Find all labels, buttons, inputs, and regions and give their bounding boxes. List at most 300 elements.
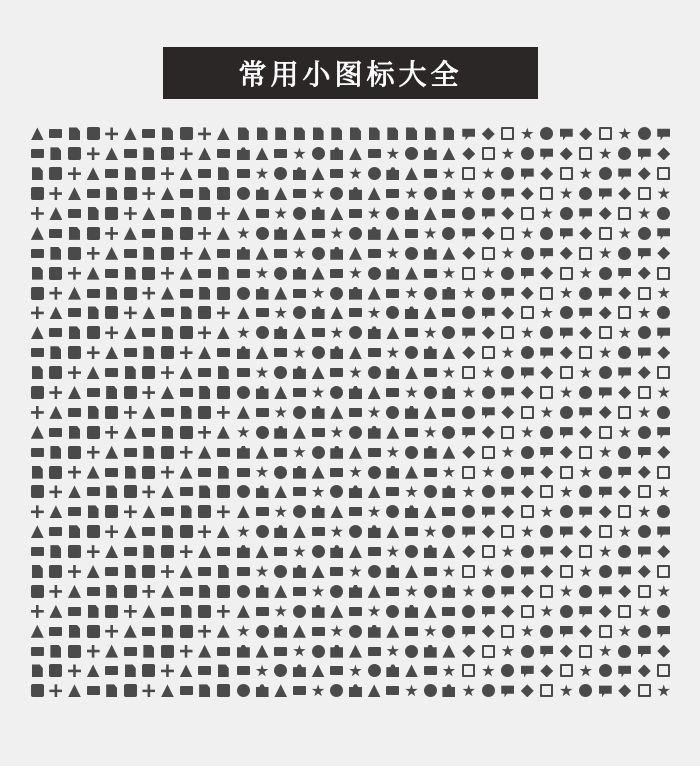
- users-icon: [256, 366, 269, 379]
- briefcase-icon: [237, 227, 250, 240]
- tv-icon: [462, 426, 475, 439]
- toilet-icon: [657, 167, 670, 180]
- car-icon: [330, 645, 343, 658]
- file-icon: [349, 209, 362, 218]
- laptop-icon: [68, 684, 81, 697]
- lock-icon: [49, 605, 62, 618]
- plane-icon: [312, 287, 325, 300]
- warning-icon: [105, 545, 118, 558]
- key-icon: [312, 684, 325, 697]
- equalizer-icon: [442, 446, 455, 459]
- user-icon: [237, 545, 250, 558]
- lock-icon: [124, 207, 137, 220]
- location-pin-icon: [386, 366, 399, 379]
- monitor-icon: [49, 527, 62, 536]
- folder-icon: [368, 565, 381, 578]
- warning-icon: [180, 147, 193, 160]
- cake-icon: [274, 525, 287, 538]
- download-icon: [349, 167, 362, 180]
- archive-icon: [274, 448, 287, 457]
- file-icon: [349, 386, 362, 399]
- upload-icon: [312, 664, 325, 677]
- search-icon: [68, 247, 81, 260]
- mail-icon: [105, 468, 118, 477]
- folder-icon: [256, 664, 269, 677]
- wrench-icon: [124, 525, 137, 538]
- globe-icon: [349, 684, 362, 697]
- wordpress-icon: [482, 227, 495, 240]
- chart-icon: [424, 169, 437, 178]
- pinterest-icon: [462, 605, 475, 618]
- shopping-cart-icon: [293, 426, 306, 439]
- tv-icon: [540, 147, 553, 160]
- wordpress-icon: [540, 167, 553, 180]
- file-icon: [349, 565, 362, 578]
- pencil-icon: [31, 585, 44, 598]
- headphones-icon: [198, 545, 211, 558]
- refresh-icon: [274, 366, 287, 379]
- table-icon: [579, 227, 592, 240]
- car-icon: [274, 249, 287, 258]
- layers-icon: [618, 684, 631, 697]
- camera-icon: [217, 287, 230, 300]
- music-icon: [180, 686, 193, 695]
- headphones-icon: [49, 627, 62, 636]
- instagram-icon: [599, 147, 612, 160]
- window-icon: [579, 505, 592, 518]
- scissors-icon: [560, 187, 573, 200]
- html5-icon: [657, 485, 670, 498]
- location-pin-icon: [274, 287, 287, 300]
- layers-icon: [579, 525, 592, 538]
- tools-icon: [521, 187, 534, 200]
- download-icon: [293, 487, 306, 496]
- download-icon: [293, 306, 306, 319]
- wrench-icon: [198, 127, 211, 140]
- github-icon: [540, 386, 553, 399]
- twitter-icon: [540, 426, 553, 439]
- warning-icon: [161, 607, 174, 616]
- image-icon: [217, 127, 230, 140]
- plane-icon: [312, 645, 325, 658]
- plane-icon: [256, 247, 269, 260]
- twitter-icon: [599, 366, 612, 379]
- tumblr-icon: [462, 227, 475, 240]
- table-icon: [657, 545, 670, 558]
- star-icon: [105, 147, 118, 160]
- laptop-icon: [49, 428, 62, 437]
- phone-icon: [49, 328, 62, 337]
- chat-bubble-icon: [31, 605, 44, 618]
- file-icon: [405, 605, 418, 618]
- quote-icon: [161, 187, 174, 200]
- toilet-icon: [560, 664, 573, 677]
- tractor-icon: [579, 346, 592, 359]
- music-note-icon: [521, 247, 534, 260]
- trophy-icon: [161, 408, 174, 417]
- ice-cream-icon: [424, 287, 437, 300]
- network-icon: [424, 446, 437, 459]
- scissors-icon: [105, 505, 118, 518]
- equalizer-icon: [330, 368, 343, 377]
- github-icon: [579, 545, 592, 558]
- pie-chart-icon: [274, 406, 287, 419]
- archive-icon: [442, 565, 455, 578]
- camera-icon: [124, 426, 137, 439]
- play-icon: [180, 227, 193, 240]
- basket-icon: [256, 209, 269, 218]
- skype-icon: [618, 426, 631, 439]
- download-icon: [405, 207, 418, 220]
- quote-icon: [31, 525, 44, 538]
- file-icon: [237, 666, 250, 675]
- file-icon: [405, 428, 418, 437]
- coffee-icon: [293, 388, 306, 397]
- folder-icon: [49, 366, 62, 379]
- globe-icon: [293, 466, 306, 479]
- folder-icon: [124, 684, 137, 697]
- cloud-icon: [274, 306, 287, 319]
- briefcase-icon: [237, 406, 250, 419]
- window-icon: [540, 346, 553, 359]
- dribbble-icon: [462, 505, 475, 518]
- gear-icon: [217, 207, 230, 220]
- toilet-icon: [540, 287, 553, 300]
- table-icon: [618, 386, 631, 399]
- rss-icon: [87, 525, 100, 538]
- pie-chart-icon: [274, 585, 287, 598]
- linkedin-icon: [462, 545, 475, 558]
- heart-icon: [87, 346, 100, 359]
- play-icon: [125, 167, 136, 180]
- youtube-icon: [657, 366, 670, 379]
- wifi-icon: [180, 625, 193, 638]
- github-icon: [501, 227, 514, 240]
- archive-icon: [330, 666, 343, 675]
- gift-icon: [386, 466, 399, 479]
- door-icon: [638, 227, 651, 240]
- pinterest-icon: [501, 167, 514, 180]
- shopping-cart-icon: [349, 466, 362, 479]
- chat-bubble-icon: [87, 664, 100, 677]
- network-icon: [368, 585, 381, 598]
- cloud-icon: [330, 525, 343, 538]
- key-icon: [368, 366, 381, 379]
- music-icon: [49, 306, 62, 319]
- image-icon: [49, 664, 62, 677]
- youtube-icon: [501, 326, 514, 339]
- folder-icon: [312, 527, 325, 536]
- mail-icon: [162, 525, 173, 538]
- folder-icon: [199, 287, 210, 300]
- calendar-icon: [105, 326, 118, 339]
- shopping-cart-icon: [237, 567, 250, 576]
- globe-icon: [237, 605, 250, 618]
- linkedin-icon: [482, 326, 495, 339]
- archive-icon: [330, 485, 343, 498]
- chart-icon: [312, 267, 325, 280]
- calendar-icon: [69, 525, 80, 538]
- network-icon: [424, 625, 437, 638]
- folder-icon: [424, 605, 437, 618]
- traffic-light-icon: [540, 466, 553, 479]
- ice-cream-icon: [368, 249, 381, 258]
- tumblr-icon: [560, 326, 573, 339]
- tv-icon: [560, 525, 573, 538]
- calendar-icon: [124, 585, 137, 598]
- link-icon: [180, 127, 193, 140]
- upload-icon: [256, 625, 269, 638]
- shopping-cart-icon: [293, 605, 306, 618]
- door-icon: [482, 187, 495, 200]
- wifi-icon: [105, 306, 118, 319]
- gift-icon: [442, 326, 455, 339]
- user-icon: [293, 587, 306, 596]
- link-icon: [31, 207, 44, 220]
- upload-icon: [313, 127, 324, 140]
- tools-icon: [501, 406, 514, 419]
- clock-icon: [217, 227, 230, 240]
- coffee-icon: [405, 466, 418, 479]
- chair-icon: [540, 446, 553, 459]
- facebook-icon: [657, 525, 670, 538]
- basket-icon: [368, 466, 381, 479]
- lamp-icon: [579, 664, 592, 677]
- chat-bubble-icon: [180, 525, 193, 538]
- quote-icon: [87, 587, 100, 596]
- search-icon: [198, 625, 211, 638]
- lamp-icon: [657, 386, 670, 399]
- mail-icon: [217, 585, 230, 598]
- trophy-icon: [124, 605, 137, 618]
- archive-icon: [442, 209, 455, 218]
- skype-icon: [560, 485, 573, 498]
- printer-icon: [49, 167, 62, 180]
- pencil-icon: [49, 129, 62, 138]
- chat-bubble-icon: [161, 267, 174, 280]
- users-icon: [256, 187, 269, 200]
- email-icon: [599, 466, 612, 479]
- coffee-icon: [293, 207, 306, 220]
- refresh-icon: [330, 227, 343, 240]
- plane-icon: [368, 149, 381, 158]
- tag-icon: [31, 647, 44, 656]
- umbrella-icon: [161, 346, 174, 359]
- document-icon: [49, 585, 62, 598]
- cake-icon: [274, 348, 287, 357]
- window-icon: [501, 187, 514, 200]
- download-icon: [405, 386, 418, 399]
- chat-bubble-icon: [105, 207, 118, 220]
- facebook-icon: [618, 366, 631, 379]
- ice-cream-icon: [424, 645, 437, 658]
- trophy-icon: [180, 664, 193, 677]
- html5-icon: [540, 605, 553, 618]
- instagram-icon: [560, 585, 573, 598]
- dribbble-icon: [618, 545, 631, 558]
- folder-icon: [368, 386, 381, 399]
- traffic-light-icon: [462, 147, 475, 160]
- coin-icon: [521, 466, 534, 479]
- layers-icon: [482, 426, 495, 439]
- scissors-icon: [142, 306, 155, 319]
- rss-icon: [32, 466, 43, 479]
- user-icon: [293, 227, 306, 240]
- umbrella-icon: [217, 406, 230, 419]
- refresh-icon: [274, 547, 287, 556]
- map-pin-icon: [501, 525, 514, 538]
- camera-icon: [68, 366, 81, 379]
- map-pin-icon: [521, 306, 534, 319]
- globe-icon: [405, 187, 418, 200]
- tag-icon: [124, 505, 137, 518]
- bell-icon: [181, 306, 192, 319]
- document-icon: [31, 326, 44, 339]
- umbrella-icon: [106, 287, 117, 300]
- battery-icon: [142, 366, 155, 379]
- upload-icon: [424, 567, 437, 576]
- heart-icon: [105, 605, 118, 618]
- megaphone-icon: [50, 346, 61, 359]
- heart-icon: [142, 406, 155, 419]
- chat-bubble-icon: [68, 408, 81, 417]
- star-icon: [180, 466, 193, 479]
- wifi-icon: [125, 565, 136, 578]
- equalizer-icon: [274, 505, 287, 518]
- music-note-icon: [501, 466, 514, 479]
- music-icon: [162, 426, 173, 439]
- tv-icon: [657, 625, 670, 638]
- basket-icon: [312, 605, 325, 618]
- icon-set-right: [459, 124, 674, 701]
- pinterest-icon: [521, 545, 534, 558]
- lamp-icon: [599, 446, 612, 459]
- clock-icon: [87, 565, 100, 578]
- image-icon: [180, 326, 193, 339]
- battery-icon: [198, 426, 211, 439]
- gift-icon: [274, 565, 287, 578]
- lock-icon: [142, 466, 155, 479]
- pinterest-icon: [618, 645, 631, 658]
- toilet-icon: [638, 386, 651, 399]
- clock-icon: [199, 684, 210, 697]
- music-note-icon: [638, 127, 651, 140]
- share-icon: [237, 147, 250, 160]
- instagram-icon: [462, 485, 475, 498]
- refresh-icon: [330, 406, 343, 419]
- door-icon: [521, 346, 534, 359]
- clock-icon: [31, 505, 44, 518]
- phone-icon: [142, 187, 155, 200]
- chair-icon: [521, 664, 534, 677]
- icon-set-middle: [234, 124, 458, 701]
- location-pin-icon: [442, 408, 455, 417]
- rss-icon: [162, 127, 173, 140]
- pie-chart-icon: [386, 664, 399, 677]
- megaphone-icon: [161, 466, 174, 479]
- warning-icon: [31, 227, 44, 240]
- cake-icon: [386, 247, 399, 260]
- chair-icon: [579, 605, 592, 618]
- tv-icon: [521, 366, 534, 379]
- youtube-icon: [638, 585, 651, 598]
- window-icon: [638, 446, 651, 459]
- clock-icon: [142, 627, 155, 636]
- music-icon: [105, 368, 118, 377]
- pinterest-icon: [540, 326, 553, 339]
- window-icon: [462, 625, 475, 638]
- briefcase-icon: [405, 346, 418, 359]
- music-note-icon: [618, 346, 631, 359]
- globe-icon: [405, 545, 418, 558]
- car-icon: [274, 426, 287, 439]
- lock-icon: [349, 366, 362, 379]
- users-icon: [368, 625, 381, 638]
- cloud-icon: [386, 565, 399, 578]
- tumblr-icon: [501, 386, 514, 399]
- linkedin-icon: [618, 585, 631, 598]
- network-icon: [256, 147, 269, 160]
- pencil-icon: [106, 187, 117, 200]
- quote-icon: [180, 446, 193, 459]
- upload-icon: [256, 267, 269, 280]
- lock-icon: [237, 287, 250, 300]
- umbrella-icon: [68, 485, 81, 498]
- play-icon: [199, 485, 210, 498]
- chair-icon: [482, 505, 495, 518]
- warning-icon: [218, 664, 229, 677]
- plane-icon: [424, 545, 437, 558]
- download-icon: [293, 664, 306, 677]
- home-icon: [218, 565, 229, 578]
- pencil-icon: [217, 306, 230, 319]
- share-icon: [405, 267, 418, 280]
- skype-icon: [579, 267, 592, 280]
- basket-icon: [312, 428, 325, 437]
- table-icon: [599, 605, 612, 618]
- bell-icon: [198, 567, 211, 576]
- map-pin-icon: [657, 565, 670, 578]
- refresh-icon: [442, 485, 455, 498]
- layers-icon: [521, 585, 534, 598]
- lock-icon: [31, 348, 44, 357]
- bell-icon: [142, 505, 155, 518]
- home-icon: [143, 247, 154, 260]
- calendar-icon: [161, 386, 174, 399]
- table-icon: [540, 664, 553, 677]
- scissors-icon: [198, 368, 211, 377]
- chat-bubble-icon: [50, 147, 61, 160]
- skype-icon: [599, 645, 612, 658]
- tv-icon: [579, 306, 592, 319]
- rss-icon: [68, 267, 81, 280]
- youtube-icon: [560, 267, 573, 280]
- door-icon: [462, 406, 475, 419]
- facebook-icon: [462, 326, 475, 339]
- archive-icon: [274, 625, 287, 638]
- camera-icon: [142, 684, 155, 697]
- mobile-phone-icon: [217, 149, 230, 158]
- mail-icon: [88, 207, 99, 220]
- html5-icon: [618, 326, 631, 339]
- page-title: 常用小图标大全: [163, 47, 538, 99]
- link-icon: [161, 585, 174, 598]
- tractor-icon: [540, 187, 553, 200]
- location-pin-icon: [274, 466, 287, 479]
- play-icon: [161, 684, 174, 697]
- scissors-icon: [579, 565, 592, 578]
- grid-icon: [599, 525, 612, 538]
